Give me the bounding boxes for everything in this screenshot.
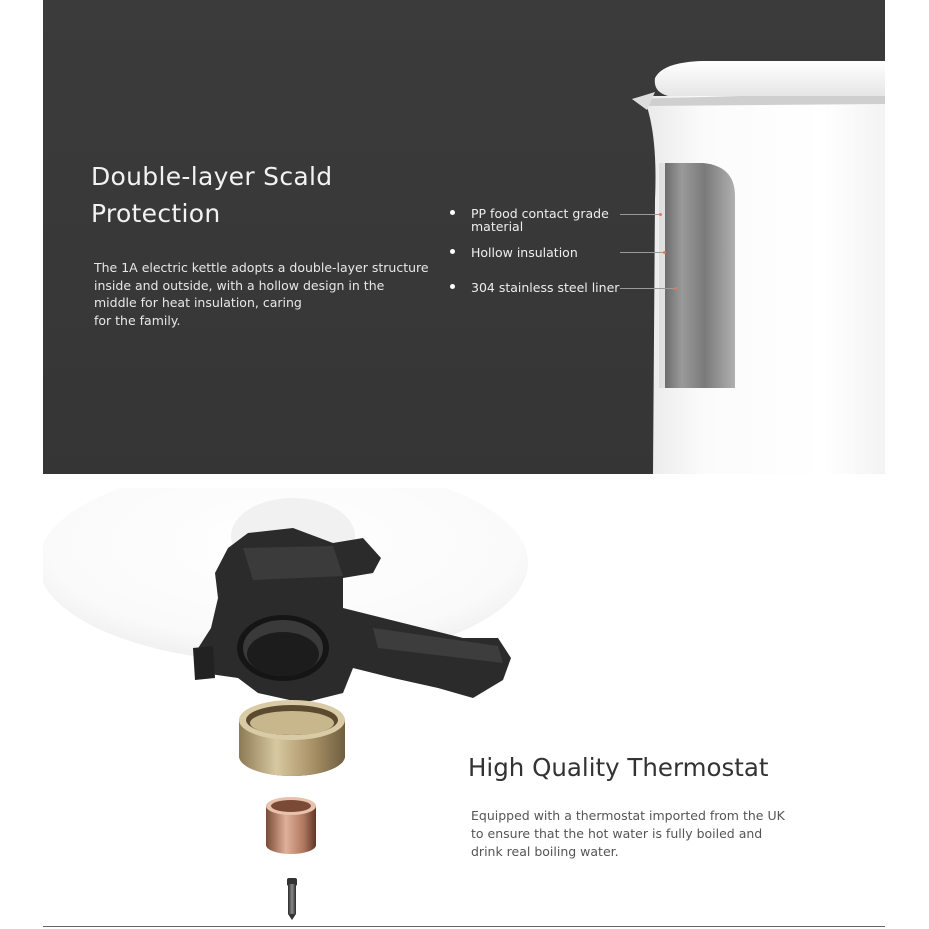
description-line: middle for heat insulation, caring xyxy=(94,295,302,310)
callout-label-line: PP food contact grade xyxy=(471,206,609,221)
thermostat-title: High Quality Thermostat xyxy=(468,753,769,782)
description-line: to ensure that the hot water is fully boiled and xyxy=(471,826,763,841)
bullet-icon xyxy=(450,210,455,215)
bullet-icon xyxy=(450,284,455,289)
description-line: for the family. xyxy=(94,312,181,328)
divider xyxy=(43,926,885,927)
double-layer-title-line: Protection xyxy=(91,199,221,228)
callout-marker-dot xyxy=(674,287,677,290)
double-layer-title xyxy=(91,158,411,232)
bullet-icon xyxy=(450,249,455,254)
callout-label: Hollow insulation xyxy=(471,245,578,260)
description-line: Equipped with a thermostat imported from the UK xyxy=(471,808,785,823)
callout-leader-line xyxy=(620,214,660,215)
thermostat-parts-image xyxy=(43,488,885,929)
callout-leader-line xyxy=(620,288,675,289)
callout-leader-line xyxy=(620,252,664,253)
callout-marker-dot xyxy=(663,251,666,254)
double-layer-section xyxy=(43,0,885,474)
double-layer-description xyxy=(94,259,429,329)
description-line: drink real boiling water. xyxy=(471,844,619,859)
callout-marker-dot xyxy=(659,213,662,216)
description-line: inside and outside, with a hollow design in the xyxy=(94,277,385,293)
thermostat-description xyxy=(471,807,811,861)
callout-label xyxy=(471,207,609,233)
brass-ring xyxy=(239,700,345,776)
thermostat-pin xyxy=(287,878,297,920)
copper-sleeve xyxy=(266,797,316,854)
kettle-cross-section-image xyxy=(43,0,885,474)
description-line: The 1A electric kettle adopts a double-layer structure xyxy=(94,260,429,275)
callout-label: 304 stainless steel liner xyxy=(471,280,620,295)
callout-label-line: material xyxy=(471,219,524,234)
double-layer-title-line: Double-layer Scald xyxy=(91,162,333,191)
thermostat-section xyxy=(43,488,885,929)
